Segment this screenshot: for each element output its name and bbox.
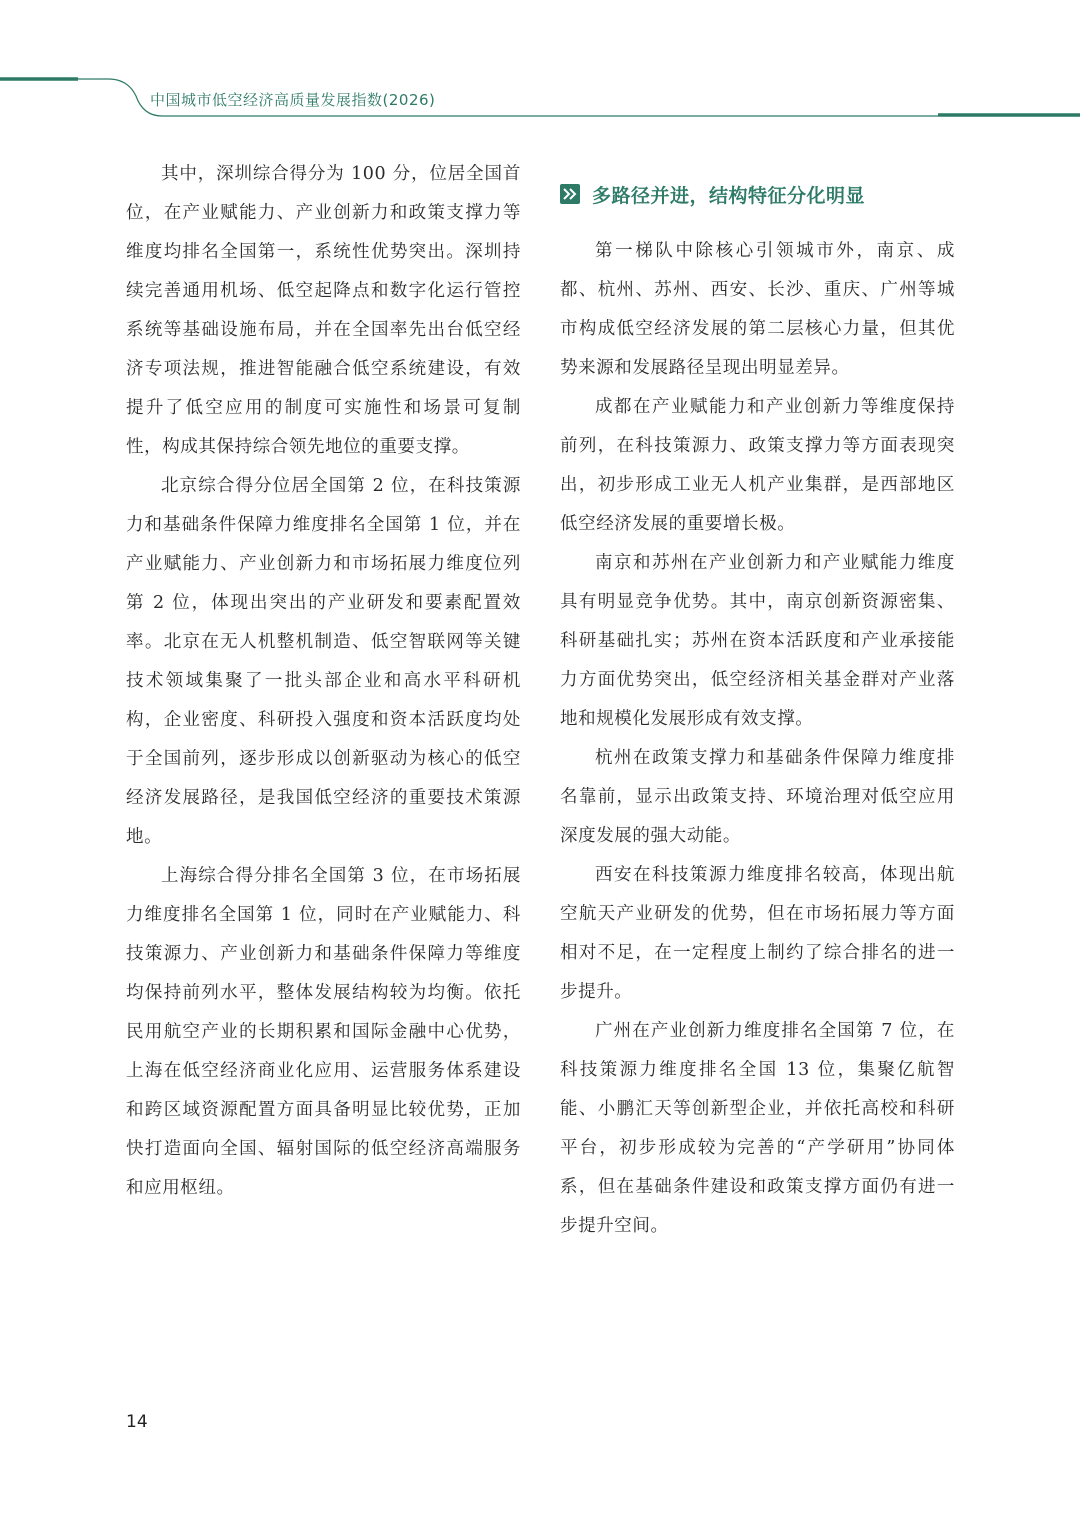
double-chevron-right-icon	[560, 184, 580, 204]
paragraph-beijing: 北京综合得分位居全国第 2 位，在科技策源力和基础条件保障力维度排名全国第 1 位，并在产业赋能力、产业创新力和市场拓展力维度位列第 2 位，体现出突出的产业研发和要素配置效率。北京在无人机整机制造、低空智联网等关键技术领域集聚了一批头部企业和高水平科研机构，企业密度、科研投入强度和资本活跃度均处于全国前列，逐步形成以创新驱动为核心的低空经济发展路径，是我国低空经济的重要技术策源地。	[126, 476, 521, 847]
running-title: 中国城市低空经济高质量发展指数(2026)	[150, 91, 436, 109]
paragraph-hangzhou: 杭州在政策支撑力和基础条件保障力维度排名靠前，显示出政策支持、环境治理对低空应用深度发展的强大动能。	[560, 748, 955, 846]
page-number: 14	[126, 1412, 148, 1432]
section-heading-text: 多路径并进，结构特征分化明显	[592, 184, 866, 207]
paragraph-nanjing-suzhou: 南京和苏州在产业创新力和产业赋能力维度具有明显竞争优势。其中，南京创新资源密集、科研基础扎实；苏州在资本活跃度和产业承接能力方面优势突出，低空经济相关基金群对产业落地和规模化发展形成有效支撑。	[560, 553, 955, 729]
paragraph-shenzhen: 其中，深圳综合得分为 100 分，位居全国首位，在产业赋能力、产业创新力和政策支撑力等维度均排名全国第一，系统性优势突出。深圳持续完善通用机场、低空起降点和数字化运行管控系统等基础设施布局，并在全国率先出台低空经济专项法规，推进智能融合低空系统建设，有效提升了低空应用的制度可实施性和场景可复制性，构成其保持综合领先地位的重要支撑。	[126, 164, 521, 457]
paragraph-guangzhou: 广州在产业创新力维度排名全国第 7 位，在科技策源力维度排名全国 13 位，集聚亿航智能、小鹏汇天等创新型企业，并依托高校和科研平台，初步形成较为完善的“产学研用”协同体系，但在基础条件建设和政策支撑方面仍有进一步提升空间。	[560, 1021, 955, 1236]
right-column	[560, 155, 955, 1246]
paragraph-xian: 西安在科技策源力维度排名较高，体现出航空航天产业研发的优势，但在市场拓展力等方面相对不足，在一定程度上制约了综合排名的进一步提升。	[560, 865, 955, 1002]
paragraph-first-tier: 第一梯队中除核心引领城市外，南京、成都、杭州、苏州、西安、长沙、重庆、广州等城市构成低空经济发展的第二层核心力量，但其优势来源和发展路径呈现出明显差异。	[560, 241, 955, 378]
page-header	[0, 0, 1080, 130]
paragraph-chengdu: 成都在产业赋能力和产业创新力等维度保持前列，在科技策源力、政策支撑力等方面表现突出，初步形成工业无人机产业集群，是西部地区低空经济发展的重要增长极。	[560, 397, 955, 534]
section-heading	[560, 156, 955, 232]
paragraph-shanghai: 上海综合得分排名全国第 3 位，在市场拓展力维度排名全国第 1 位，同时在产业赋能力、科技策源力、产业创新力和基础条件保障力等维度均保持前列水平，整体发展结构较为均衡。依托民用航空产业的长期积累和国际金融中心优势，上海在低空经济商业化应用、运营服务体系建设和跨区域资源配置方面具备明显比较优势，正加快打造面向全国、辐射国际的低空经济高端服务和应用枢纽。	[126, 866, 521, 1198]
left-column	[126, 155, 521, 1208]
header-decoration	[0, 0, 1080, 130]
